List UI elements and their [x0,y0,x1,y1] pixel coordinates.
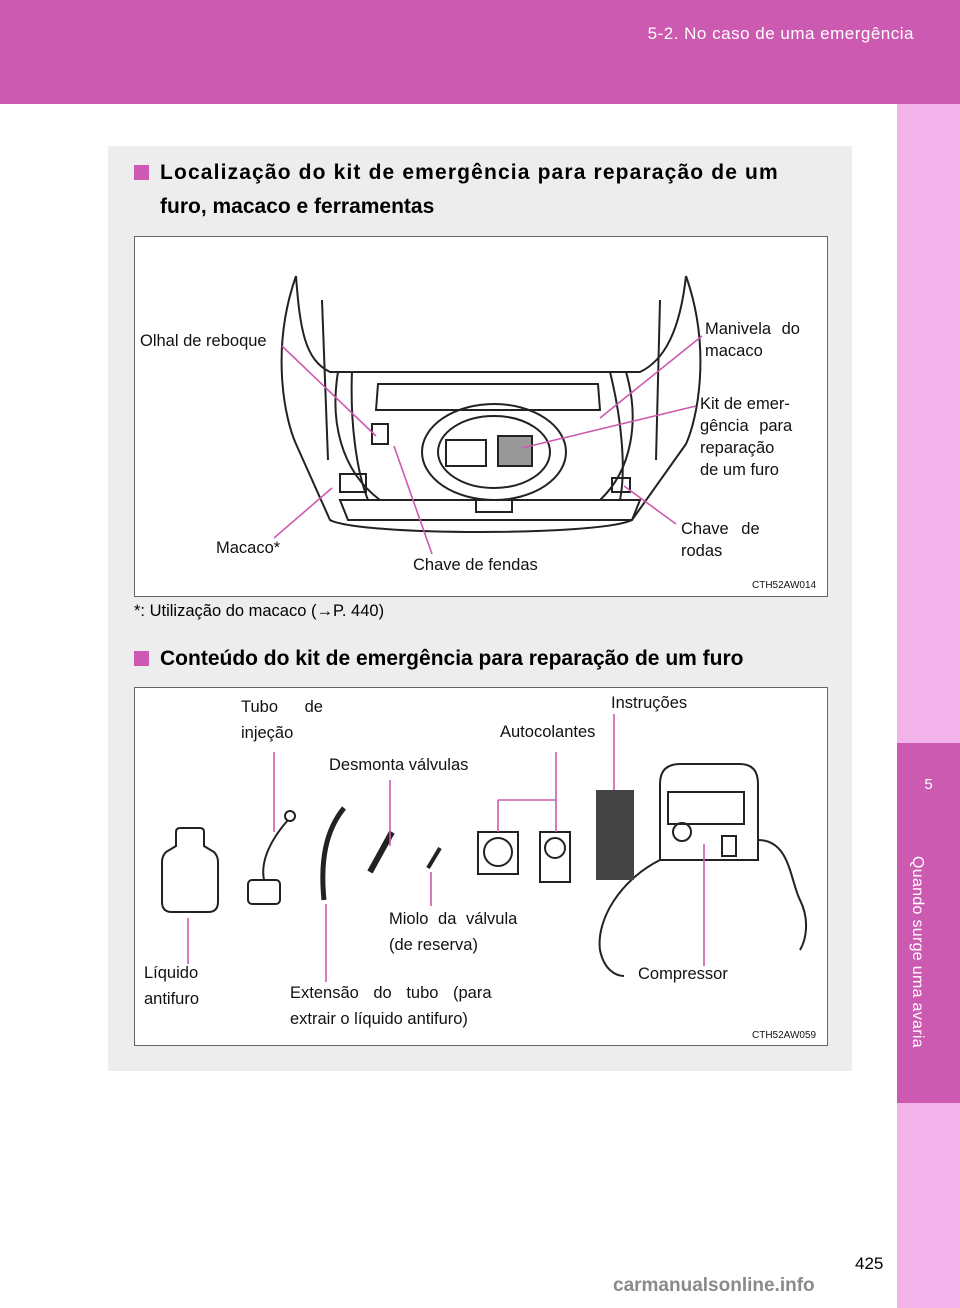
label-kit-2: gência para [700,417,793,435]
label-stickers: Autocolantes [500,723,596,741]
page-number: 425 [855,1254,884,1273]
label-screwdriver: Chave de fendas [413,556,538,574]
sticker-1-dial [484,838,512,866]
power-cord [758,840,806,950]
label-valve-core-2: (de reserva) [389,936,478,954]
label-kit-3: reparação [700,439,775,457]
label-valve-core-1: Miolo da válvula [389,910,518,928]
label-instructions: Instruções [611,694,688,712]
injection-cap [248,880,280,904]
figure-code-1: CTH52AW014 [752,580,817,591]
label-kit-4: de um furo [700,461,779,479]
label-kit-1: Kit de emer- [700,395,790,413]
instructions-booklet [596,790,634,880]
label-injection-tube-1: Tubo de [241,698,323,716]
label-compressor: Compressor [638,965,728,983]
figure-code-2: CTH52AW059 [752,1030,817,1041]
chapter-number: 5 [924,776,933,793]
label-valve-remover: Desmonta válvulas [329,756,469,774]
label-towing-eye: Olhal de reboque [140,332,267,350]
label-wheel-wrench-2: rodas [681,542,723,560]
footnote: *: Utilização do macaco (→P. 440) [134,602,385,620]
label-sealant-2: antifuro [144,990,200,1008]
section-title: 5-2. No caso de uma emergência [647,24,914,43]
extension-tube [323,808,344,900]
chapter-title: Quando surge uma avaria [909,856,926,1048]
label-injection-tube-2: injeção [241,724,294,742]
valve-core [428,848,440,868]
compressor-panel [668,792,744,824]
watermark[interactable]: carmanualsonline.info [613,1275,815,1296]
sealant-bottle [162,828,218,912]
pressure-gauge-icon [673,823,691,841]
injection-nozzle [285,811,295,821]
label-jack-handle-1: Manivela do [705,320,800,338]
valve-remover [370,832,392,872]
sticker-2-dial [545,838,565,858]
label-jack: Macaco* [216,539,281,557]
power-switch [722,836,736,856]
label-jack-handle-2: macaco [705,342,763,360]
label-sealant-1: Líquido [144,964,199,982]
label-wheel-wrench-1: Chave de [681,520,760,538]
label-extension-2: extrair o líquido antifuro) [290,1010,468,1028]
injection-tube [263,820,288,880]
label-extension-1: Extensão do tubo (para [290,984,492,1002]
